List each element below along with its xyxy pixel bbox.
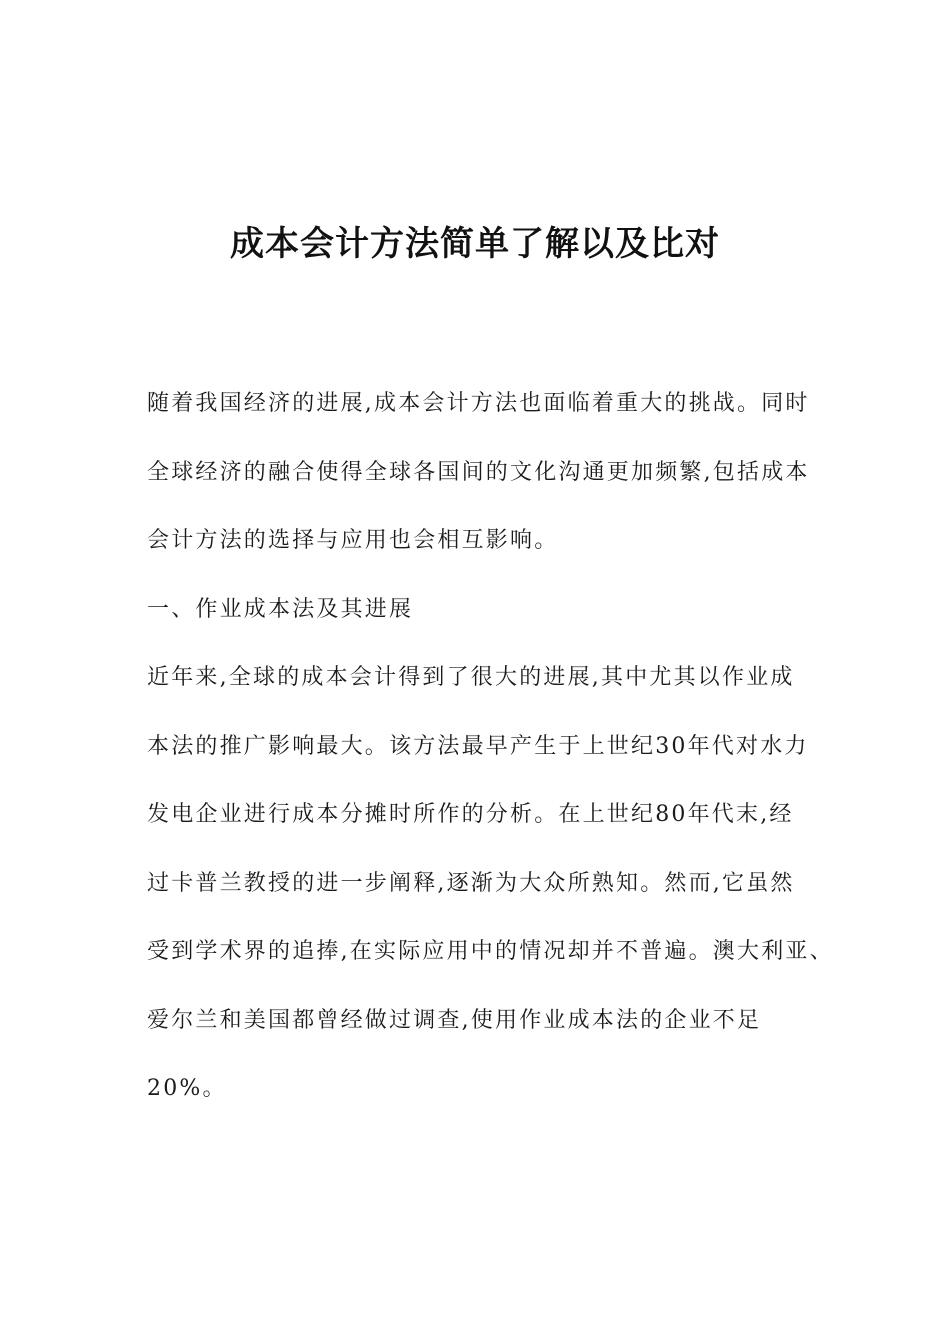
document-title: 成本会计方法简单了解以及比对 [230,224,720,264]
paragraph-line: 全球经济的融合使得全球各国间的文化沟通更加频繁,包括成本 [147,459,810,485]
paragraph-line: 本法的推广影响最大。该方法最早产生于上世纪30年代对水力 [147,733,809,759]
paragraph-line: 过卡普兰教授的进一步阐释,逐渐为大众所熟知。然而,它虽然 [147,870,795,896]
document-body [147,378,847,1132]
section-heading: 一、作业成本法及其进展 [147,596,414,622]
paragraph-line: 爱尔兰和美国都曾经做过调查,使用作业成本法的企业不足 [147,1007,762,1033]
paragraph-line: 近年来,全球的成本会计得到了很大的进展,其中尤其以作业成 [147,665,795,690]
paragraph-line: 20%。 [147,1076,227,1101]
paragraph-line: 受到学术界的追捧,在实际应用中的情况却并不普遍。澳大利亚、 [147,939,834,964]
paragraph-line: 会计方法的选择与应用也会相互影响。 [147,528,559,553]
paragraph-line: 发电企业进行成本分摊时所作的分析。在上世纪80年代末,经 [147,802,794,827]
paragraph-line: 随着我国经济的进展,成本会计方法也面临着重大的挑战。同时 [147,391,810,416]
